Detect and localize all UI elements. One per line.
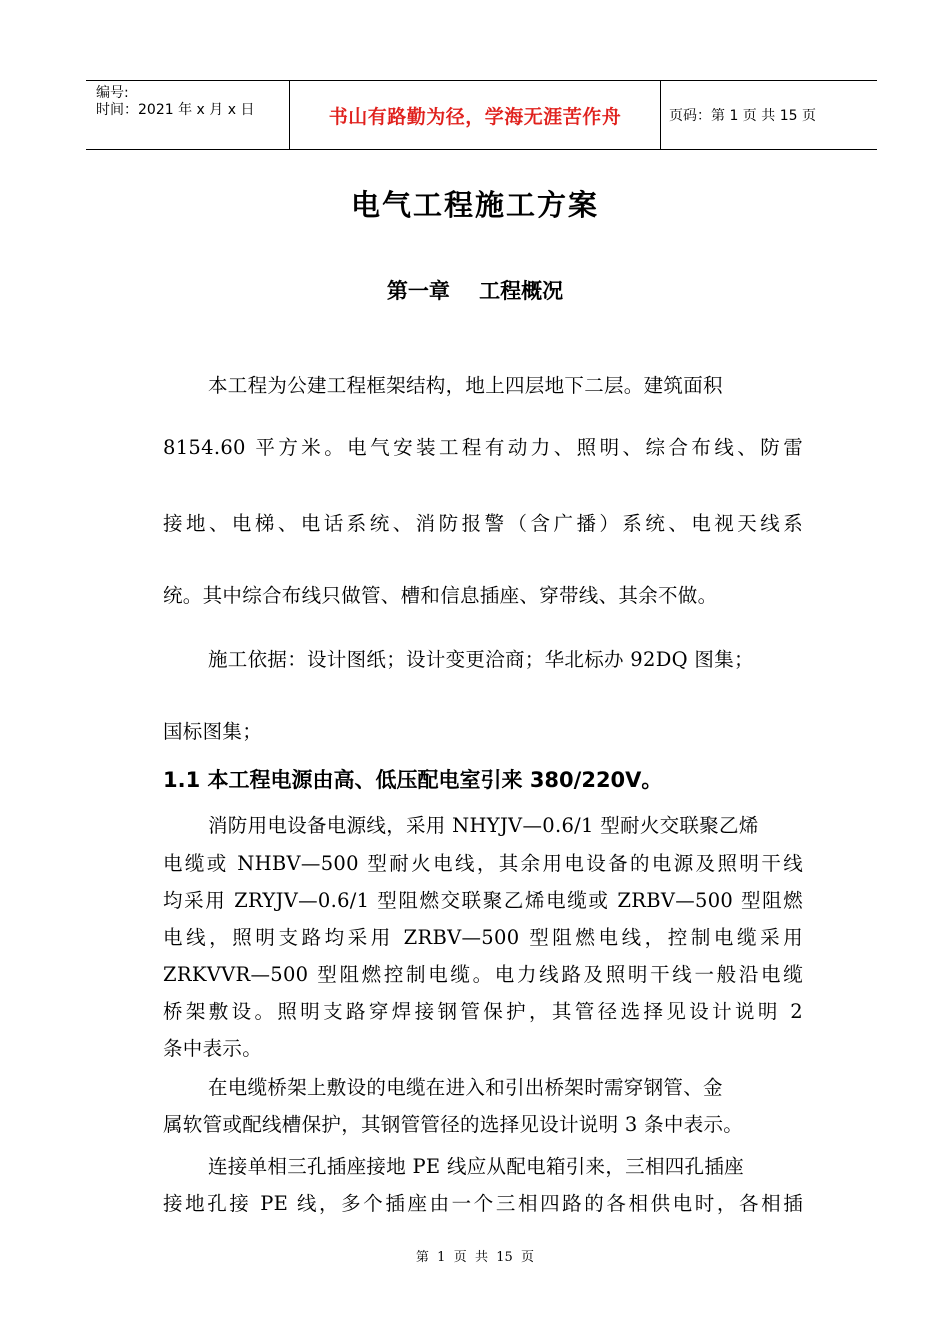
paragraph-line: 接地、电梯、电话系统、消防报警（含广播）系统、电视天线系 — [163, 512, 803, 535]
paragraph-line: 统。其中综合布线只做管、槽和信息插座、穿带线、其余不做。 — [163, 584, 718, 607]
header-page-code: 页码：第 1 页 共 15 页 — [669, 108, 816, 124]
body-line: ZRKVVR—500 型阻燃控制电缆。电力线路及照明干线一般沿电缆 — [163, 963, 803, 986]
paragraph-line: 国标图集； — [163, 720, 263, 743]
paragraph-line: 施工依据：设计图纸；设计变更洽商；华北标办 92DQ 图集； — [208, 648, 754, 671]
document-title: 电气工程施工方案 — [350, 188, 599, 222]
page-header — [86, 80, 877, 150]
body-line: 在电缆桥架上敷设的电缆在进入和引出桥架时需穿钢管、金 — [208, 1076, 723, 1099]
chapter-heading: 第一章 工程概况 — [386, 279, 564, 303]
body-line: 连接单相三孔插座接地 PE 线应从配电箱引来，三相四孔插座 — [208, 1155, 744, 1178]
header-motto: 书山有路勤为径，学海无涯苦作舟 — [289, 81, 661, 149]
body-line: 桥架敷设。照明支路穿焊接钢管保护，其管径选择见设计说明 2 — [163, 1000, 803, 1023]
paragraph-line: 本工程为公建工程框架结构，地上四层地下二层。建筑面积 — [208, 374, 723, 397]
body-line: 均采用 ZRYJV—0.6/1 型阻燃交联聚乙烯电缆或 ZRBV—500 型阻燃 — [163, 889, 803, 912]
header-meta — [86, 81, 289, 149]
body-line: 接地孔接 PE 线，多个插座由一个三相四路的各相供电时，各相插 — [163, 1192, 803, 1215]
paragraph-line: 8154.60 平方米。电气安装工程有动力、照明、综合布线、防雷 — [163, 436, 803, 459]
body-line: 属软管或配线槽保护，其钢管管径的选择见设计说明 3 条中表示。 — [163, 1113, 744, 1136]
time-label: 时间：2021 年 x 月 x 日 — [96, 102, 255, 118]
page-footer: 第 1 页 共 15 页 — [415, 1250, 535, 1265]
section-1-1-heading: 1.1 本工程电源由高、低压配电室引来 380/220V。 — [163, 768, 663, 792]
body-line: 消防用电设备电源线，采用 NHYJV—0.6/1 型耐火交联聚乙烯 — [208, 814, 759, 837]
number-label: 编号: — [96, 85, 129, 101]
body-line: 电线，照明支路均采用 ZRBV—500 型阻燃电线，控制电缆采用 — [163, 926, 803, 949]
body-line: 电缆或 NHBV—500 型耐火电线，其余用电设备的电源及照明干线 — [163, 852, 803, 875]
body-line: 条中表示。 — [163, 1037, 263, 1060]
